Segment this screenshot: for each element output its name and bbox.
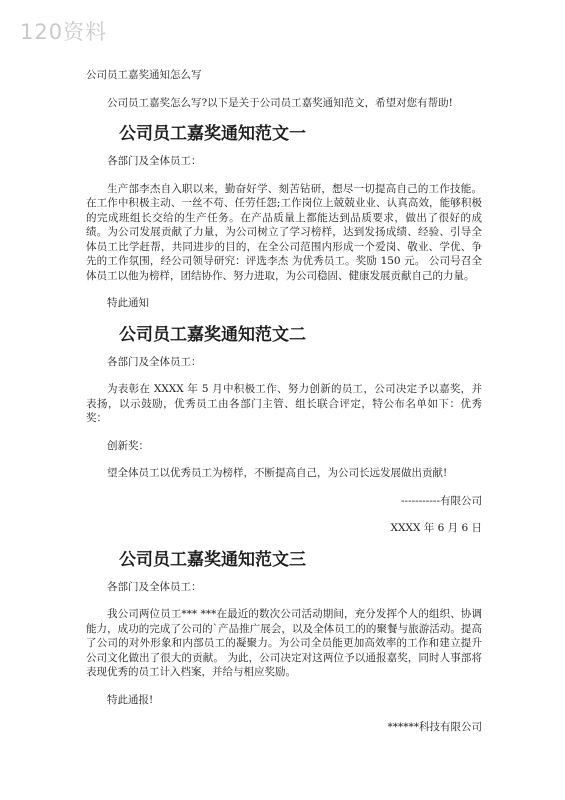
section-3-body: 我公司两位员工*** ***在最近的数次公司活动期间，充分发挥个人的组织、协调能力，成功的完成了公司的`产品推广展会，以及全体员工的的聚餐与旅游活动。提高了公司的对外形象和内部员工的凝聚力。为公司全员能更加高效率的工作和建立提升公司文化做出了很大的贡献。 为此，公司决定对这两位予以通报嘉奖，同时人事部将表现优秀的员工计入档案，并给与相应奖励。	[86, 608, 482, 678]
document-title: 公司员工嘉奖通知怎么写	[86, 69, 202, 81]
section-3-heading: 公司员工嘉奖通知范文三	[119, 549, 306, 570]
section-1-salutation: 各部门及全体员工：	[107, 155, 202, 167]
intro-paragraph: 公司员工嘉奖怎么写?以下是关于公司员工嘉奖通知范文，希望对您有帮助!	[107, 96, 453, 109]
document-body	[86, 68, 482, 735]
section-2-body2: 望全体员工以优秀员工为榜样，不断提高自己，为公司长远发展做出贡献!	[107, 467, 448, 479]
section-2-salutation: 各部门及全体员工：	[107, 355, 202, 368]
section-2-body: 为表彰在 XXXX 年 5 月中积极工作、努力创新的员工，公司决定予以嘉奖，并表扬，以示鼓励，优秀员工由各部门主管、组长联合评定，特公布名单如下：优秀奖：	[86, 383, 482, 424]
section-2-signature: -----------有限公司	[400, 494, 482, 507]
section-3-salutation: 各部门及全体员工：	[107, 580, 202, 593]
section-1-heading: 公司员工嘉奖通知范文一	[119, 124, 306, 144]
section-1-body: 生产部李杰自入职以来，勤奋好学、刻苦钻研，想尽一切提高自己的工作技能。在工作中积极主动、一丝不苟、任劳任怨;工作岗位上兢兢业业、认真高效，能够积极的完成班组长交给的生产任务。在产品质量上都能达到品质要求，做出了很好的成绩。为公司发展贡献了力量，为公司树立了学习榜样，达到发扬成绩、经验、引导全体员工比学赶帮，共同进步的目的，在全公司范围内形成一个爱岗、敬业、学优、争先的工作氛围，经公司领导研究：评选李杰 为优秀员工。奖励 150 元。 公司号召全体员工以他为榜样，团结协作、努力进取，为公司稳固、健康发展贡献自己的力量。	[86, 182, 482, 282]
watermark: 120资料	[20, 20, 108, 44]
section-3-closing: 特此通报!	[107, 693, 154, 706]
section-2-heading: 公司员工嘉奖通知范文二	[119, 324, 306, 345]
section-1-closing: 特此通知	[107, 297, 149, 309]
section-2-award: 创新奖：	[107, 439, 149, 452]
section-2-date: XXXX 年 6 月 6 日	[390, 522, 482, 534]
section-3-signature: ******科技有限公司	[387, 721, 482, 733]
